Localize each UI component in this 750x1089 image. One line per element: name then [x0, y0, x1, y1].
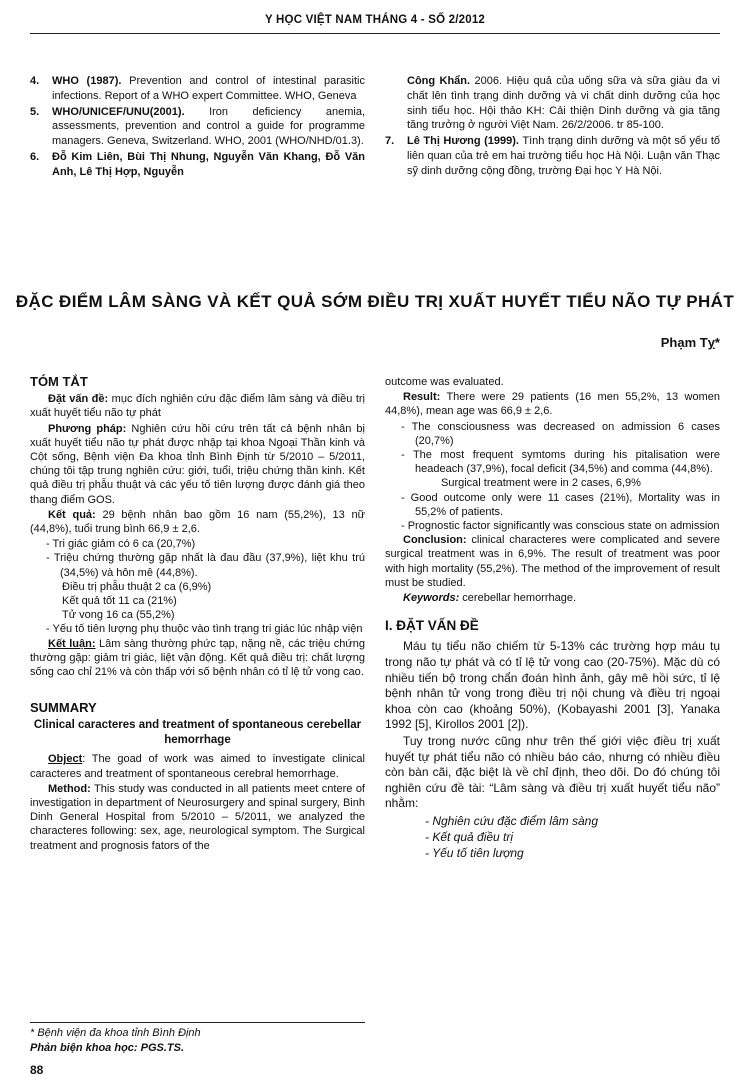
summary-paragraph: Result: There were 29 patients (16 men 55,2%, 13 women 44,8%), mean age was 66,9 ± 2,6.: [385, 391, 720, 418]
footnote-reviewer: Phản biện khoa học: PGS.TS.: [30, 1042, 185, 1054]
list-item: - Prognostic factor significantly was conscious state on admission: [401, 520, 720, 533]
journal-header: Y HỌC VIỆT NAM THÁNG 4 - SỐ 2/2012: [264, 14, 486, 26]
reference-number: 7.: [385, 135, 395, 148]
list-item: - Yếu tố tiên lượng phụ thuộc vào tình trạng tri giác lúc nhập viện: [46, 623, 363, 636]
footnote-affiliation: * Bệnh viện đa khoa tỉnh Bình Định: [30, 1027, 201, 1039]
summary-keywords: Keywords: cerebellar hemorrhage.: [403, 592, 577, 605]
list-item: Kết quả tốt 11 ca (21%): [62, 595, 177, 608]
intro-paragraph: Máu tụ tiểu não chiếm từ 5-13% các trường hợp máu tụ trong não tự phát và có tỉ lệ tử vong cao (20-75%). Mặc dù có nhiều tiến bộ trong chẩn đoán hình ảnh, gây mê hồi sức, tỉ lệ bệnh nhân tử vong trong điều trị nội chung và điều trị ngoại khoa còn cao (khoảng 50%), (Kobayashi 2001 [3], Yanaka 1992 [5], Kirollos 2001 [2]).: [385, 639, 720, 732]
reference-authors: Công Khẩn.: [407, 75, 471, 87]
section-heading-tomtat: TÓM TẮT: [30, 374, 88, 389]
reference-body: 2006. Hiệu quả của uống sữa và sữa giàu đa vi chất lên tình trạng dinh dưỡng và vi chất dinh dưỡng của học sinh tiểu học. Hội thảo KH: Cải thiện Dinh dưỡng và gia tăng tăng trưởng ở người Việt Nam. 26/2/2006. tr 85-100.: [407, 75, 721, 132]
article-author: Phạm Tỵ*: [660, 335, 720, 350]
section-heading-summary: SUMMARY: [30, 700, 97, 716]
page-number: 88: [30, 1063, 44, 1077]
footnote: [30, 1026, 201, 1056]
left-column: [30, 375, 365, 854]
reference-4: [30, 74, 365, 104]
reference-number: 4.: [30, 75, 40, 87]
reference-6-continued: [385, 74, 720, 133]
reference-5: [30, 105, 365, 149]
list-item: - The most frequent symtoms during his pitalisation were headeach (37,9%), focal deficit (34,5%) and comma (44,8%).: [401, 449, 720, 476]
references-left-column: [30, 74, 365, 181]
list-item: - The consciousness was decreased on admission 6 cases (20,7%): [401, 420, 720, 447]
references-right-column: [385, 74, 720, 180]
article-title: ĐẶC ĐIỂM LÂM SÀNG VÀ KẾT QUẢ SỚM ĐIỀU TRỊ XUẤT HUYẾT TIỂU NÃO TỰ PHÁT: [15, 292, 735, 311]
reference-body: Iron deficiency anemia, assessments, prevention and control a guide for programme managers. Geneva, Switzerland. WHO, 2001 (WHO/NHD/01.3).: [52, 105, 365, 148]
list-item: - Tri giác giảm có 6 ca (20,7%): [46, 538, 196, 551]
reference-7: [385, 134, 720, 178]
summary-paragraph: Object: The goad of work was aimed to investigate clinical caracteres and treatment of spontaneous cerebral hemorrhage.: [30, 753, 365, 780]
reference-authors: WHO (1987).: [52, 75, 122, 87]
intro-paragraph: Tuy trong nước cũng như trên thế giới việc điều trị xuất huyết tự phát tiểu não có nhiều báo cáo, nhưng có nhiều điều còn bàn cãi, đặc biệt là về chỉ định, theo dõi. Do đó chúng tôi nghiên cứu đề tài: “Lâm sàng và điều trị xuất huyết tiểu não” nhằm:: [385, 734, 720, 811]
list-item: - Good outcome only were 11 cases (21%), Mortality was in 55,2% of patients.: [401, 491, 720, 518]
header-rule: [30, 33, 720, 34]
list-item: Surgical treatment were in 2 cases, 6,9%: [441, 477, 641, 490]
aim-item: - Yếu tố tiên lượng: [425, 845, 524, 860]
aim-item: - Kết quả điều trị: [425, 829, 514, 844]
aim-item: - Nghiên cứu đặc điểm lâm sàng: [425, 813, 599, 828]
section-heading-introduction: I. ĐẶT VẤN ĐỀ: [385, 618, 479, 634]
reference-authors: Lê Thị Hương (1999).: [407, 135, 519, 148]
footnote-rule: [30, 1022, 365, 1023]
summary-paragraph: Conclusion: clinical characteres were complicated and severe surgical treatment was in 6,9%. The result of treatment was poor with high mortality (55,2%). The method of the improvement of result must be studied.: [385, 534, 720, 589]
english-title: Clinical caracteres and treatment of spontaneous cerebellar hemorrhage: [33, 719, 362, 747]
reference-body: Prevention and control of intestinal parasitic infections. Report of a WHO expert Committee. WHO, Geneva: [52, 75, 366, 102]
abstract-paragraph: Đặt vấn đề: mục đích nghiên cứu đặc điểm lâm sàng và điều trị xuất huyết tiểu não tự phát: [30, 393, 366, 420]
reference-authors: WHO/UNICEF/UNU(2001).: [52, 105, 185, 118]
list-item: - Triệu chứng thường gặp nhất là đau đầu (37,9%), liệt khu trú (34,5%) và hôn mê (44,8%).: [46, 552, 365, 579]
abstract-paragraph: Phương pháp: Nghiên cứu hồi cứu trên tất cả bệnh nhân bị xuất huyết tiểu não tự phát được nhập tại khoa Ngoại Thần kinh và Cột sống, Bệnh viện Đa khoa tỉnh Bình Định từ 5/2010 – 5/2011, chúng tôi tập trung nghiên cứu: giới, tuổi, triệu chứng thần kinh. Kết quả điều trị phẫu thuật và các yếu tố tiên lượng được đánh giá theo thang điểm GOS.: [30, 422, 365, 506]
summary-paragraph: Method: This study was conducted in all patients meet cntere of investigation in department of Neurosurgery and spinal surgery, Binh Dinh General Hospital from 5/2010 – 5/2011, we analyzed the characteres following: sex, age, neurological symptom. The Surgical treatment and prognosis fators of the: [30, 782, 365, 852]
reference-number: 6.: [30, 150, 40, 163]
reference-body: Tình trạng dinh dưỡng và một số yếu tố liên quan của trẻ em hai trường tiểu học Hà Nội. Luận văn Thạc sỹ dinh dưỡng cộng đồng, trường Đại học Y Hà Nội.: [407, 135, 720, 177]
summary-paragraph: outcome was evaluated.: [385, 376, 504, 388]
list-item: Tử vong 16 ca (55,2%): [62, 609, 175, 622]
abstract-paragraph: Kết luận: Lâm sàng thường phức tạp, nặng nề, các triệu chứng thường gặp: giảm tri giác, liệt vận động. Kết quả điều trị: chất lượng sống cao chỉ 21% và còn thấp với số bệnh nhân có tỉ lệ tử vong cao.: [30, 637, 365, 679]
list-item: Điều trị phẫu thuật 2 ca (6,9%): [62, 580, 212, 593]
reference-authors: Đỗ Kim Liên, Bùi Thị Nhung, Nguyễn Văn Khang, Đỗ Văn Anh, Lê Thị Hợp, Nguyễn: [52, 150, 365, 178]
reference-6: [30, 150, 365, 180]
right-column: [385, 375, 720, 861]
reference-number: 5.: [30, 105, 40, 118]
abstract-paragraph: Kết quả: 29 bệnh nhân bao gồm 16 nam (55,2%), 13 nữ (44,8%), tuổi trung bình 66,9 ± 2,6.: [30, 508, 366, 536]
